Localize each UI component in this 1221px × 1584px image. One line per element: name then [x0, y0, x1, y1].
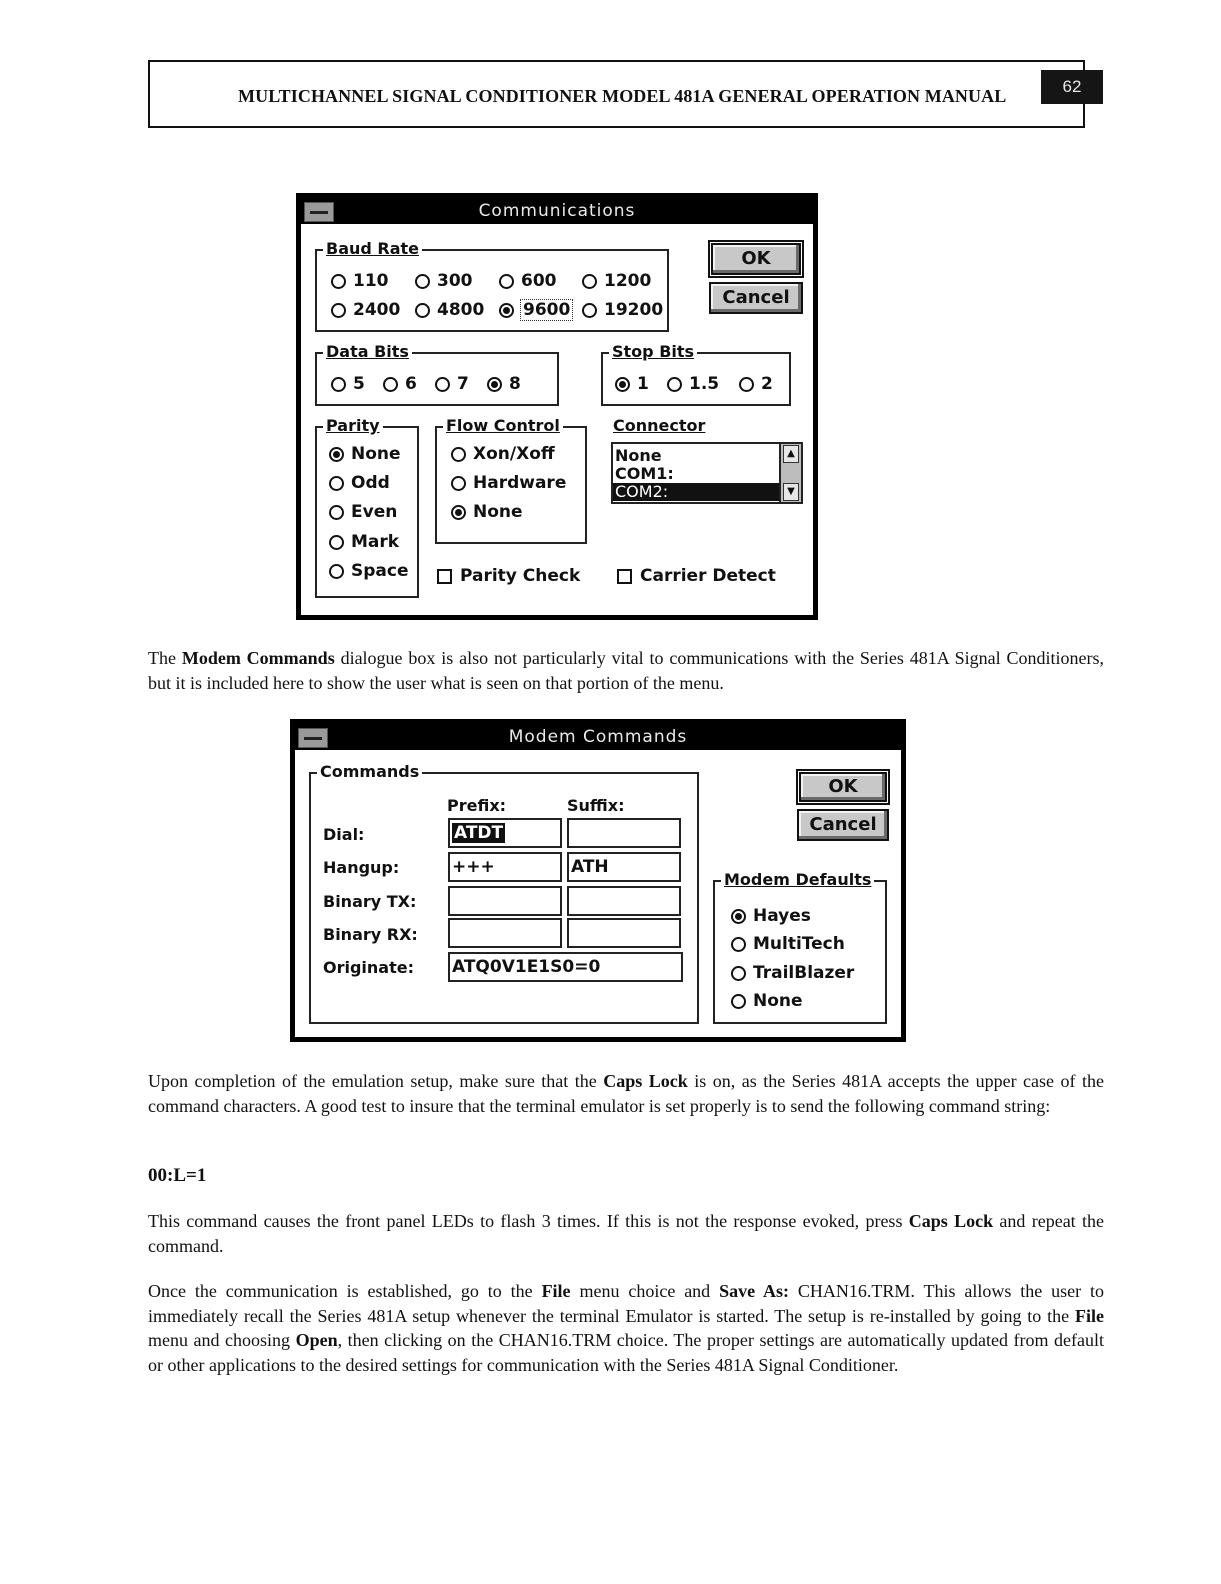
radio-selected-icon [329, 447, 344, 462]
baud-2400-radio[interactable] [331, 300, 400, 320]
para2-text-2: is on, as the Series 481A accepts the upper case of the command characters. A good test to insure that the terminal emulator is set properly is to send the following command string: [148, 1071, 1104, 1116]
connector-label [613, 416, 705, 435]
parity-check-checkbox[interactable] [437, 566, 580, 586]
baud-19200-label: 19200 [604, 300, 664, 320]
radio-selected-icon [731, 909, 746, 924]
para3-bold-1: Caps Lock [908, 1211, 994, 1231]
paragraph-save-setup [148, 1279, 1104, 1377]
defaults-hayes-label: Hayes [753, 906, 811, 926]
radio-icon [582, 303, 597, 318]
stop-bits-2-radio[interactable] [739, 374, 773, 394]
stop-bits-label [609, 342, 697, 361]
para4-bold-3: File [1075, 1305, 1104, 1326]
flow-control-label [443, 416, 563, 435]
para3-text-2: and repeat the command. [148, 1211, 1104, 1256]
flow-control-label-text: Flow Control [446, 416, 560, 435]
parity-check-label: Parity Check [460, 566, 581, 586]
parity-even-label: Even [351, 502, 398, 522]
para2-text-1: Upon completion of the emulation setup, make sure that the [148, 1071, 604, 1091]
para1-bold: Modem Commands [181, 648, 335, 668]
defaults-none-label: None [753, 991, 803, 1011]
para4-text-4: menu and choosing [148, 1330, 296, 1350]
dial-prefix-selected-text: ATDT [454, 823, 504, 843]
data-bits-8-label: 8 [509, 374, 521, 394]
flow-none-label: None [473, 502, 523, 522]
binary-tx-label [323, 892, 416, 911]
radio-selected-icon [487, 377, 502, 392]
baud-4800-label: 4800 [437, 300, 485, 320]
defaults-trailblazer-radio[interactable] [731, 963, 854, 983]
defaults-multitech-label: MultiTech [753, 934, 845, 954]
dialog-title: Modem Commands [508, 727, 688, 747]
dialog-title: Communications [478, 201, 636, 221]
modem-defaults-label [721, 870, 874, 889]
parity-none-radio[interactable] [329, 444, 401, 464]
defaults-trailblazer-label: TrailBlazer [753, 963, 855, 983]
para4-text-3: CHAN16.TRM. This allows the user to immediately recall the Series 481A setup whenever the terminal Emulator is started. The setup is re-installed by going to the [148, 1281, 1104, 1326]
para4-text-1: Once the communication is established, go to the [148, 1281, 542, 1301]
modem-commands-titlebar [295, 724, 901, 750]
defaults-multitech-radio[interactable] [731, 934, 845, 954]
radio-icon [415, 303, 430, 318]
connector-label-text: Connector [613, 416, 706, 435]
baud-19200-radio[interactable] [582, 300, 663, 320]
para1-text-1: The [148, 648, 182, 668]
radio-icon [329, 564, 344, 579]
paragraph-led-test [148, 1209, 1104, 1258]
dial-label-text: Dial: [323, 825, 365, 844]
para1-text-2: dialogue box is also not particularly vital to communications with the Series 481A Signal Conditioners, but it is included here to show the user what is seen on that portion of the menu. [148, 648, 1104, 693]
stop-bits-1-radio[interactable] [615, 374, 649, 394]
parity-space-radio[interactable] [329, 561, 409, 581]
binary-rx-label [323, 925, 418, 944]
radio-icon [329, 535, 344, 550]
data-bits-8-radio[interactable] [487, 374, 521, 394]
baud-4800-radio[interactable] [415, 300, 484, 320]
radio-icon [582, 274, 597, 289]
defaults-none-radio[interactable] [731, 991, 803, 1011]
para4-bold-2: Save As: [719, 1281, 789, 1301]
dial-suffix-input[interactable] [567, 818, 681, 848]
binary-tx-label-text: Binary TX: [323, 892, 417, 911]
prefix-label: Prefix: [447, 796, 507, 815]
radio-icon [731, 937, 746, 952]
parity-mark-label: Mark [351, 532, 400, 552]
binary-tx-prefix-input[interactable] [448, 886, 562, 916]
baud-9600-label: 9600 [523, 300, 571, 320]
stop-bits-1-5-radio[interactable] [667, 374, 719, 394]
baud-1200-radio[interactable] [582, 271, 651, 291]
flow-hardware-label: Hardware [473, 473, 567, 493]
radio-icon [415, 274, 430, 289]
parity-mark-radio[interactable] [329, 532, 399, 552]
para4-bold-1: File [541, 1281, 571, 1301]
paragraph-modem-intro [148, 646, 1104, 695]
data-bits-5-label: 5 [353, 374, 365, 394]
binary-tx-suffix-input[interactable] [567, 886, 681, 916]
data-bits-6-label: 6 [405, 374, 417, 394]
binary-rx-prefix-input[interactable] [448, 918, 562, 948]
stop-bits-1-label: 1 [637, 374, 649, 394]
baud-rate-label [323, 239, 422, 258]
stop-bits-1-5-label: 1.5 [689, 374, 720, 394]
radio-icon [329, 476, 344, 491]
connector-item-none[interactable]: None [615, 446, 662, 465]
parity-space-label: Space [351, 561, 409, 581]
modem-defaults-label-text: Modem Defaults [724, 870, 872, 889]
radio-selected-icon [499, 303, 514, 318]
radio-icon [739, 377, 754, 392]
cancel-button[interactable]: Cancel [709, 282, 803, 314]
system-menu-icon[interactable] [298, 728, 328, 748]
scroll-up-icon[interactable]: ▲ [783, 445, 799, 463]
defaults-hayes-radio[interactable] [731, 906, 811, 926]
ok-button[interactable]: OK [799, 772, 887, 802]
binary-rx-suffix-input[interactable] [567, 918, 681, 948]
carrier-detect-checkbox[interactable] [617, 566, 776, 586]
radio-icon [451, 447, 466, 462]
radio-icon [499, 274, 514, 289]
baud-110-radio[interactable] [331, 271, 389, 291]
connector-item-com2[interactable]: COM2: [613, 483, 781, 501]
flow-hardware-radio[interactable] [451, 473, 566, 493]
data-bits-label [323, 342, 412, 361]
flow-control-group [435, 416, 587, 544]
originate-input[interactable]: ATQ0V1E1S0=0 [448, 952, 683, 982]
dial-prefix-input[interactable] [448, 818, 562, 848]
radio-icon [451, 476, 466, 491]
flow-xonxoff-radio[interactable] [451, 444, 555, 464]
radio-icon [383, 377, 398, 392]
commands-label: Commands [317, 762, 422, 781]
para3-text-1: This command causes the front panel LEDs to flash 3 times. If this is not the response evoked, press [148, 1211, 909, 1231]
radio-icon [331, 274, 346, 289]
modem-defaults-group [713, 870, 887, 1024]
data-bits-group [315, 342, 559, 406]
parity-label [323, 416, 383, 435]
stop-bits-2-label: 2 [761, 374, 773, 394]
baud-1200-label: 1200 [604, 271, 652, 291]
modem-commands-dialog [290, 719, 906, 1042]
data-bits-6-radio[interactable] [383, 374, 417, 394]
baud-2400-label: 2400 [353, 300, 401, 320]
radio-icon [331, 377, 346, 392]
connector-item-com1[interactable]: COM1: [615, 464, 674, 483]
baud-9600-radio[interactable] [499, 300, 572, 320]
checkbox-icon [617, 569, 632, 584]
page-header [148, 60, 1085, 128]
stop-bits-label-text: Stop Bits [612, 342, 695, 361]
ok-button[interactable]: OK [711, 243, 801, 275]
baud-rate-group [315, 239, 669, 332]
para4-bold-4: Open [295, 1330, 338, 1350]
page-number: 62 [1041, 70, 1103, 104]
checkbox-icon [437, 569, 452, 584]
hangup-label [323, 858, 399, 877]
baud-rate-label-text: Baud Rate [326, 239, 420, 258]
suffix-label: Suffix: [567, 796, 625, 815]
command-string: 00:L=1 [148, 1165, 207, 1186]
radio-icon [331, 303, 346, 318]
para2-bold-1: Caps Lock [603, 1071, 688, 1091]
communications-dialog [296, 193, 818, 620]
para4-text-2: menu choice and [570, 1281, 720, 1301]
radio-icon [329, 505, 344, 520]
data-bits-7-radio[interactable] [435, 374, 469, 394]
carrier-detect-label: Carrier Detect [640, 566, 776, 586]
data-bits-7-label: 7 [457, 374, 469, 394]
radio-selected-icon [451, 505, 466, 520]
parity-label-text: Parity [326, 416, 380, 435]
scroll-down-icon[interactable]: ▼ [783, 483, 799, 501]
baud-600-radio[interactable] [499, 271, 557, 291]
para4-text-5: , then clicking on the CHAN16.TRM choice. The proper settings are automatically updated from default or other applications to the desired settings for communication with the Series 481A Signal Conditioner. [148, 1330, 1104, 1375]
baud-300-label: 300 [437, 271, 473, 291]
manual-title: MULTICHANNEL SIGNAL CONDITIONER MODEL 481A GENERAL OPERATION MANUAL [238, 86, 1007, 106]
flow-xonxoff-label: Xon/Xoff [473, 444, 555, 464]
radio-icon [435, 377, 450, 392]
communications-titlebar [301, 198, 813, 224]
stop-bits-group [601, 342, 791, 406]
parity-even-radio[interactable] [329, 502, 397, 522]
flow-none-radio[interactable] [451, 502, 523, 522]
hangup-label-text: Hangup: [323, 858, 400, 877]
parity-none-label: None [351, 444, 401, 464]
radio-icon [731, 966, 746, 981]
originate-label: Originate: [323, 958, 414, 977]
cancel-button[interactable]: Cancel [797, 809, 889, 841]
connector-listbox[interactable] [611, 442, 803, 504]
hangup-prefix-input[interactable]: +++ [448, 852, 562, 882]
parity-odd-radio[interactable] [329, 473, 390, 493]
parity-odd-label: Odd [351, 473, 390, 493]
baud-300-radio[interactable] [415, 271, 473, 291]
dial-label [323, 825, 364, 844]
radio-icon [731, 994, 746, 1009]
baud-600-label: 600 [521, 271, 557, 291]
radio-icon [667, 377, 682, 392]
system-menu-icon[interactable] [304, 202, 334, 222]
data-bits-5-radio[interactable] [331, 374, 365, 394]
binary-rx-label-text: Binary RX: [323, 925, 418, 944]
connector-scrollbar[interactable] [779, 444, 801, 502]
radio-selected-icon [615, 377, 630, 392]
data-bits-label-text: Data Bits [326, 342, 409, 361]
hangup-suffix-input[interactable]: ATH [567, 852, 681, 882]
baud-110-label: 110 [353, 271, 389, 291]
parity-group [315, 416, 419, 598]
paragraph-caps-lock [148, 1069, 1104, 1118]
